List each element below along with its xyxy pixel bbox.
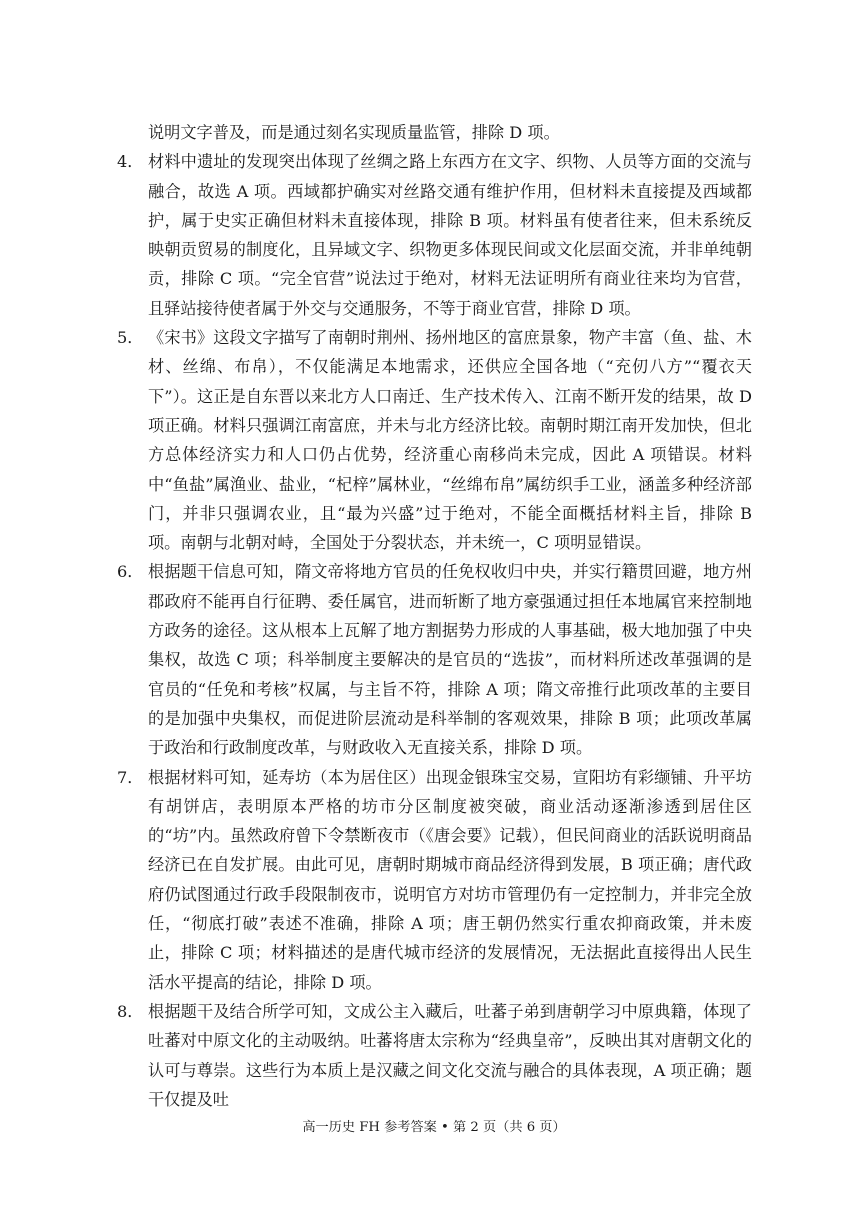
answer-item-8: [116, 997, 752, 1114]
answer-explanation: 材料中遗址的发现突出体现了丝绸之路上东西方在文字、织物、人员等方面的交流与融合，故选 A 项。西域都护确实对丝路交通有维护作用，但材料未直接提及西域都护，属于史实正确但材料未直接体现，排除 B 项。材料虽有使者往来，但未系统反映朝贡贸易的制度化，且异域文字、织物更多体现民间或文化层面交流，并非单纯朝贡，排除 C 项。“完全官营”说法过于绝对，材料无法证明所有商业往来均为官营，且驿站接待使者属于外交与交通服务，不等于商业官营，排除 D 项。: [148, 152, 752, 318]
page-footer: 高一历史 FH 参考答案 • 第 2 页（共 6 页）: [302, 1120, 566, 1135]
answer-explanation: 根据材料可知，延寿坊（本为居住区）出现金银珠宝交易，宣阳坊有彩缬铺、升平坊有胡饼店，表明原本严格的坊市分区制度被突破，商业活动逐渐渗透到居住区的“坊”内。虽然政府曾下令禁断夜市（《唐会要》记载），但民间商业的活跃说明商品经济已在自发扩展。由此可见，唐朝时期城市商品经济得到发展，B 项正确；唐代政府仍试图通过行政手段限制夜市，说明官方对坊市管理仍有一定控制力，并非完全放任，“彻底打破”表述不准确，排除 A 项；唐王朝仍然实行重农抑商政策，并未废止，排除 C 项；材料描述的是唐代城市经济的发展情况，无法据此直接得出人民生活水平提高的结论，排除 D 项。: [148, 767, 752, 992]
answer-number: 5．: [117, 328, 144, 348]
answer-number: 4．: [117, 152, 144, 172]
answer-content: [116, 118, 752, 1114]
answer-item-6: [116, 557, 752, 762]
answer-explanation: 根据题干及结合所学可知，文成公主入藏后，吐蕃子弟到唐朝学习中原典籍，体现了吐蕃对中原文化的主动吸纳。吐蕃将唐太宗称为“经典皇帝”，反映出其对唐朝文化的认可与尊崇。这些行为本质上是汉藏之间文化交流与融合的具体表现，A 项正确；题干仅提及吐: [148, 1001, 752, 1109]
answer-number: 8．: [117, 1001, 144, 1021]
answer-explanation: 根据题干信息可知，隋文帝将地方官员的任免权收归中央，并实行籍贯回避，地方州郡政府不能再自行征聘、委任属官，进而斩断了地方豪强通过担任本地属官来控制地方政务的途径。这从根本上瓦解了地方割据势力形成的人事基础，极大地加强了中央集权，故选 C 项；科举制度主要解决的是官员的“选拔”，而材料所述改革强调的是官员的“任免和考核”权属，与主旨不符，排除 A 项；隋文帝推行此项改革的主要目的是加强中央集权，而促进阶层流动是科举制的客观效果，排除 B 项；此项改革属于政治和行政制度改革，与财政收入无直接关系，排除 D 项。: [148, 562, 752, 758]
answer-number: 7．: [117, 767, 144, 787]
answer-number: 6．: [117, 562, 144, 582]
answer-item-4: [116, 147, 752, 323]
continued-answer-text: 说明文字普及，而是通过刻名实现质量监管，排除 D 项。: [148, 123, 560, 142]
answer-explanation: 《宋书》这段文字描写了南朝时荆州、扬州地区的富庶景象，物产丰富（鱼、盐、木材、丝绵、布帛），不仅能满足本地需求，还供应全国各地（“充仞八方”“覆衣天下”）。这正是自东晋以来北方人口南迁、生产技术传入、江南不断开发的结果，故 D 项正确。材料只强调江南富庶，并未与北方经济比较。南朝时期江南开发加快，但北方总体经济实力和人口仍占优势，经济重心南移尚未完成，因此 A 项错误。材料中“鱼盐”属渔业、盐业，“杞梓”属林业，“丝绵布帛”属纺织手工业，涵盖多种经济部门，并非只强调农业，且“最为兴盛”过于绝对，不能全面概括材料主旨，排除 B 项。南朝与北朝对峙，全国处于分裂状态，并未统一，C 项明显错误。: [148, 328, 752, 553]
answer-item-7: [116, 763, 752, 997]
answer-item-5: [116, 323, 752, 557]
